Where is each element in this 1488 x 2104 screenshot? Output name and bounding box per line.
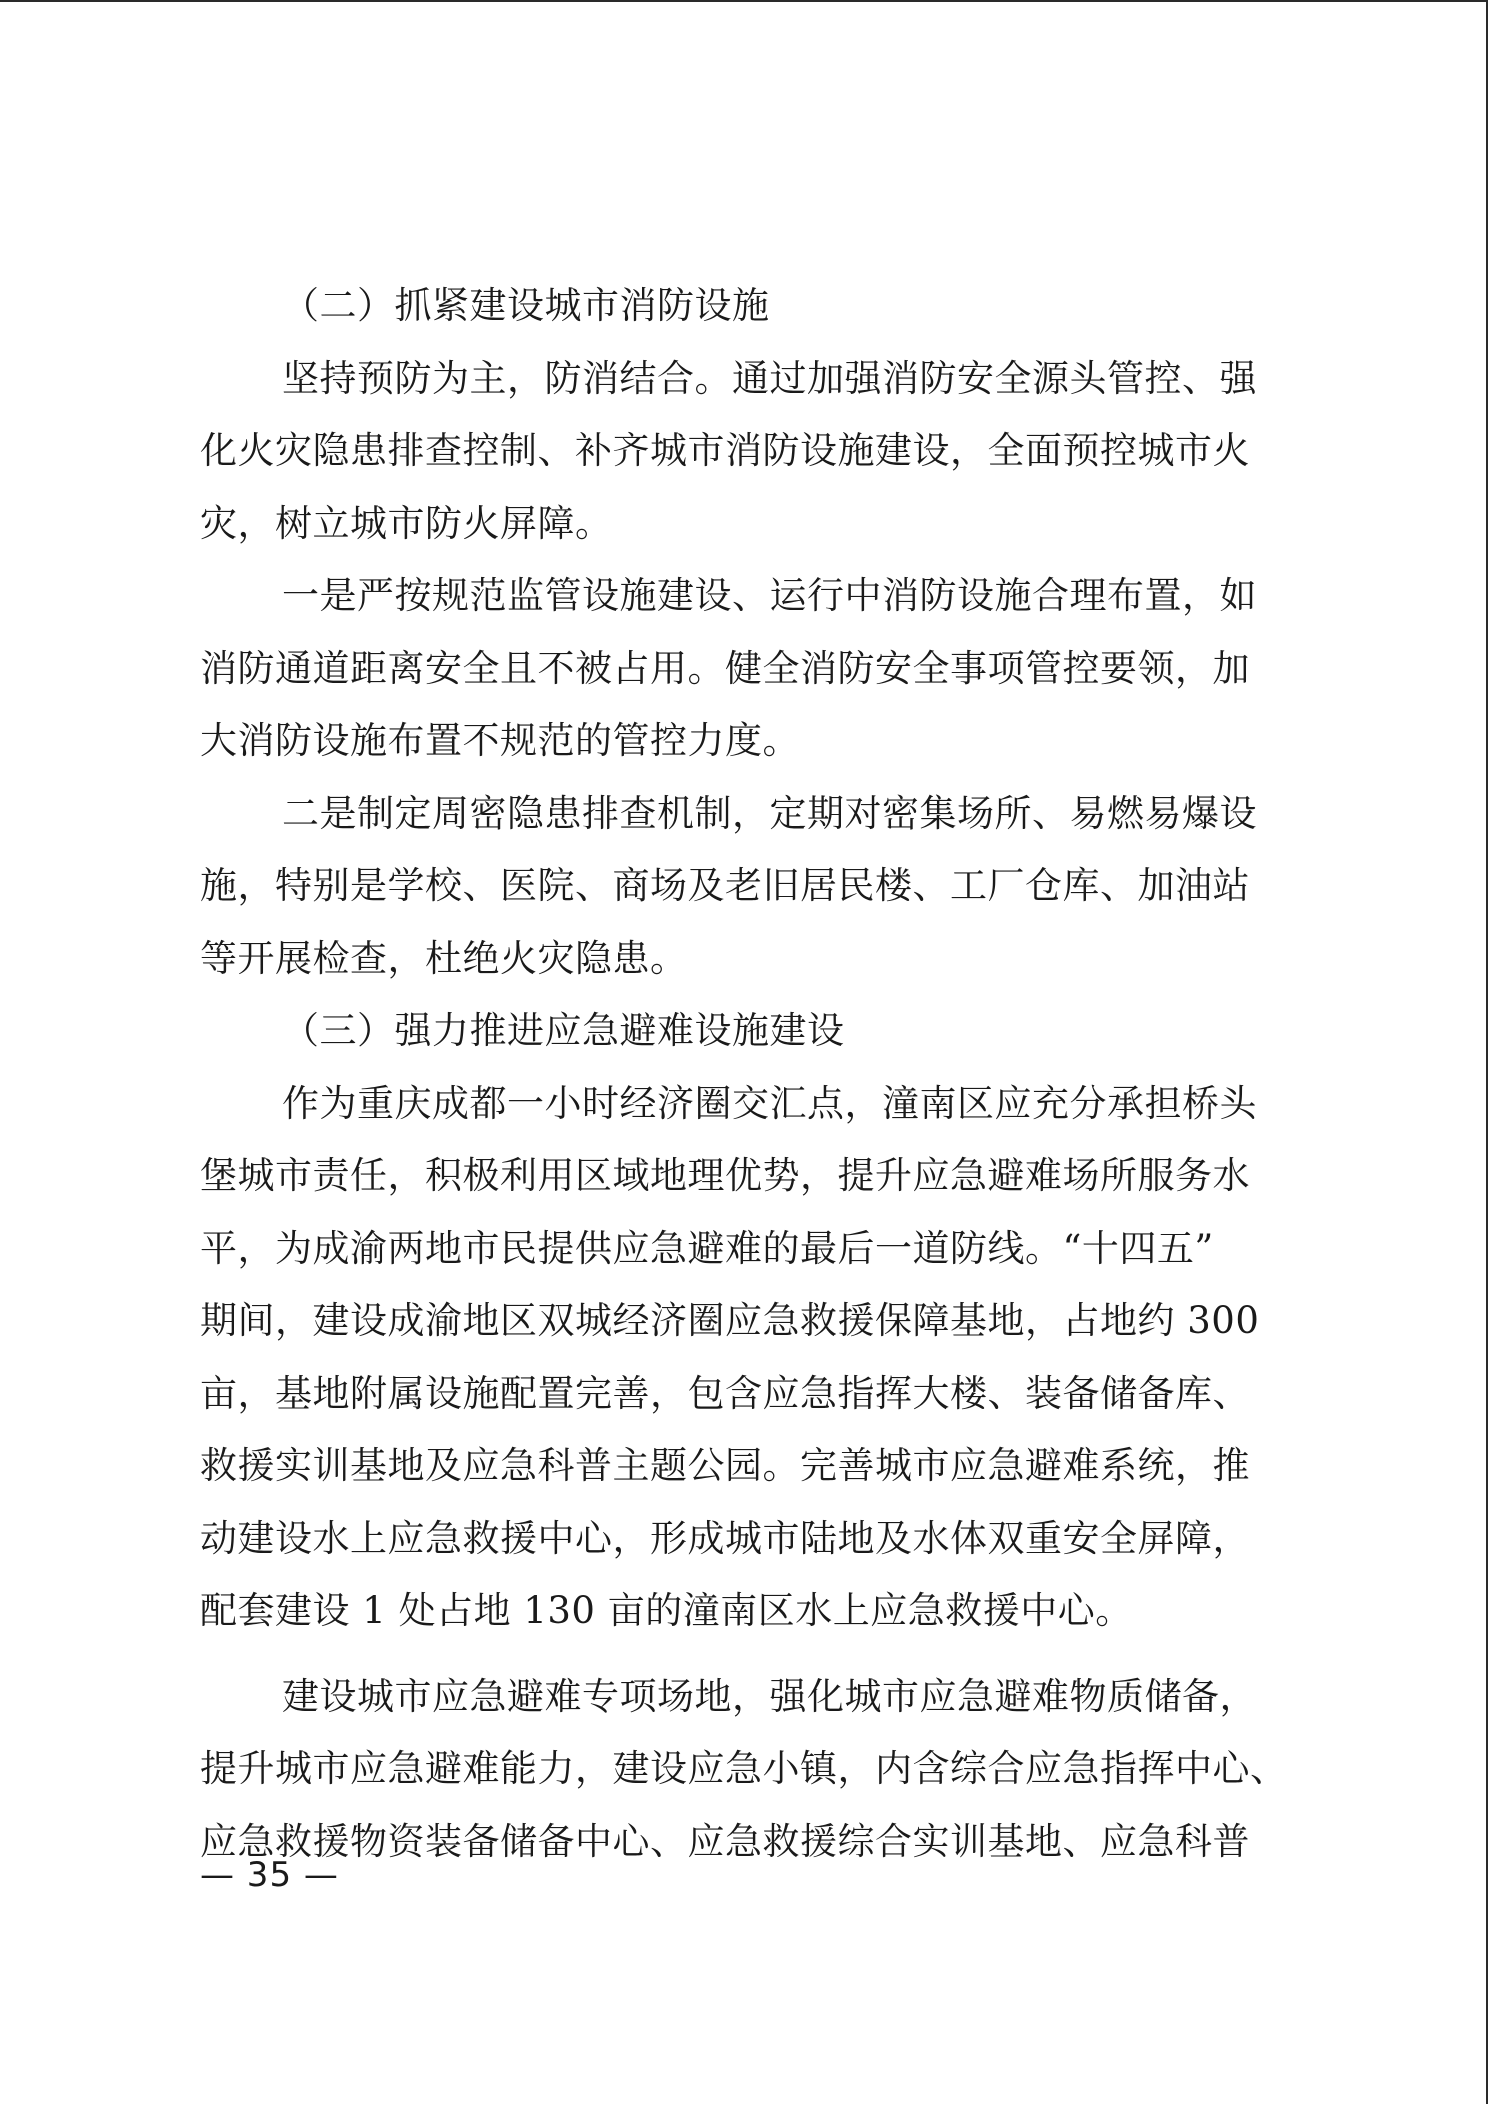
text-line: （三）强力推进应急避难设施建设 — [282, 1009, 845, 1052]
text-line: 动建设水上应急救援中心，形成城市陆地及水体双重安全屏障， — [200, 1516, 1250, 1560]
text-line: 化火灾隐患排查控制、补齐城市消防设施建设，全面预控城市火 — [200, 429, 1250, 472]
paragraph-prevention — [200, 343, 1310, 561]
paragraph-rescue-base — [200, 1068, 1310, 1648]
paragraph-item-one — [200, 560, 1310, 778]
text-line: 配套建设 1 处占地 130 亩的潼南区水上应急救援中心。 — [200, 1589, 1133, 1632]
text-line: （二）抓紧建设城市消防设施 — [282, 284, 770, 327]
text-line: 作为重庆成都一小时经济圈交汇点，潼南区应充分承担桥头 — [282, 1081, 1257, 1125]
text-line: 灾，树立城市防火屏障。 — [200, 501, 613, 545]
text-line: 期间，建设成渝地区双城经济圈应急救援保障基地，占地约 300 — [200, 1299, 1260, 1342]
text-line: 二是制定周密隐患排查机制，定期对密集场所、易燃易爆设 — [282, 791, 1257, 835]
text-line: 等开展检查，杜绝火灾隐患。 — [200, 936, 688, 980]
text-line: 消防通道距离安全且不被占用。健全消防安全事项管控要领，加 — [200, 646, 1250, 690]
page-top-border — [0, 0, 1488, 2]
text-line: 亩，基地附属设施配置完善，包含应急指挥大楼、装备储备库、 — [200, 1371, 1250, 1415]
section-heading-3 — [200, 995, 1310, 1068]
page-number: — 35 — — [200, 1855, 339, 1895]
paragraph-emergency-town — [200, 1661, 1310, 1879]
text-line: 救援实训基地及应急科普主题公园。完善城市应急避难系统，推 — [200, 1444, 1250, 1487]
text-line: 大消防设施布置不规范的管控力度。 — [200, 719, 800, 762]
text-line: 一是严按规范监管设施建设、运行中消防设施合理布置，如 — [282, 574, 1257, 617]
text-line: 平，为成渝两地市民提供应急避难的最后一道防线。“十四五” — [200, 1226, 1214, 1270]
document-body — [200, 270, 1310, 1878]
section-heading-2 — [200, 270, 1310, 343]
text-line: 提升城市应急避难能力，建设应急小镇，内含综合应急指挥中心、 — [200, 1747, 1288, 1790]
text-line: 建设城市应急避难专项场地，强化城市应急避难物质储备， — [282, 1674, 1257, 1718]
text-line: 堡城市责任，积极利用区域地理优势，提升应急避难场所服务水 — [200, 1154, 1250, 1197]
text-line: 施，特别是学校、医院、商场及老旧居民楼、工厂仓库、加油站 — [200, 864, 1250, 907]
text-line: 坚持预防为主，防消结合。通过加强消防安全源头管控、强 — [282, 356, 1257, 400]
text-line: 应急救援物资装备储备中心、应急救援综合实训基地、应急科普 — [200, 1819, 1250, 1863]
paragraph-item-two — [200, 778, 1310, 996]
